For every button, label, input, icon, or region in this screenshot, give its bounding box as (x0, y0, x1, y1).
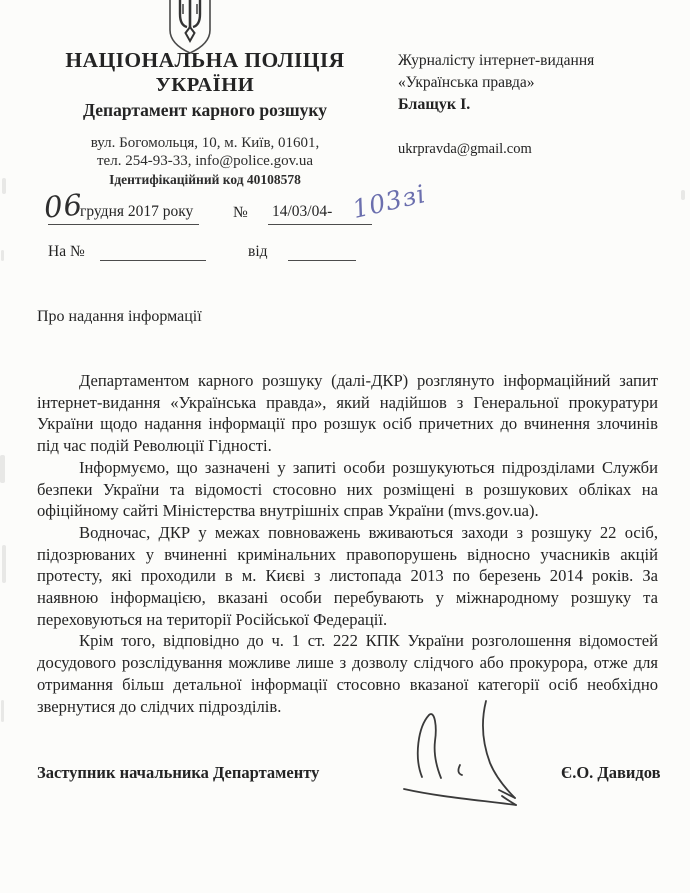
handwritten-number: 103зі (349, 179, 429, 224)
org-address-line2: тел. 254-93-33, info@police.gov.ua (97, 153, 313, 169)
paragraph-3: Водночас, ДКР у межах повноважень вживаються заходи з розшуку 22 осіб, підозрюваних у вчиненні кримінальних правопорушень відносно учасників акцій протесту, які проходили в м. Києві з листопада 2013 по березень 2014 років. За наявною інформацією, вказані особи перебувають у міжнародному розшуку та переховуються на території Російської Федерації. (37, 522, 658, 629)
handwritten-day: 06 (42, 187, 85, 225)
reply-reference-row (48, 241, 478, 265)
scan-artifact (0, 455, 5, 483)
scan-artifact (2, 545, 6, 583)
reply-number-blank (100, 241, 206, 261)
signatory-name: Є.О. Давидов (561, 763, 661, 782)
org-address (38, 134, 372, 189)
paragraph-1: Департаментом карного розшуку (далі-ДКР) розглянуто інформаційний запит інтернет-видання «Українська правда», який надійшов з Генеральної прокуратури України щодо надання інформації про розшук осіб причетних до вчинення злочинів під час подій Революції Гідності. (37, 371, 658, 456)
recipient-line2: «Українська правда» (398, 73, 535, 91)
paragraph-2: Інформуємо, що зазначені у запиті особи розшукуються підрозділами Служби безпеки України та відомості стосовно них розміщені в розшукових обліках на офіційному сайті Міністерства внутрішніх справ України (mvs.gov.ua). (37, 457, 658, 521)
letterhead (38, 48, 372, 189)
org-name-line2: УКРАЇНИ (155, 74, 255, 96)
paragraph-4: Крім того, відповідно до ч. 1 ст. 222 КПК України розголошення відомостей досудового розслідування можливе лише з дозволу слідчого або прокурора, отже для отримання більш детальної інформації стосовно вказаної категорії осіб необхідно звернутися до слідчих підрозділів. (37, 631, 658, 716)
recipient-line1: Журналісту інтернет-видання (398, 52, 595, 69)
org-department: Департамент карного розшуку (82, 100, 328, 120)
date-field (42, 187, 199, 225)
recipient-name: Блащук І. (398, 96, 471, 113)
org-name-line1: НАЦІОНАЛЬНА ПОЛІЦІЯ (65, 48, 345, 72)
subject-line: Про надання інформації (37, 308, 202, 325)
from-label: від (248, 243, 268, 260)
signature-scribble-icon (398, 697, 548, 819)
org-address-line1: вул. Богомольця, 10, м. Київ, 01601, (90, 135, 320, 151)
signatory-title: Заступник начальника Департаменту (37, 763, 320, 782)
reply-label: На № (48, 243, 85, 260)
letter-body (37, 370, 658, 717)
org-id-code: Ідентифікаційний код 40108578 (109, 172, 301, 187)
scan-artifact (1, 700, 4, 722)
scan-artifact (681, 190, 685, 200)
scan-artifact (1, 250, 4, 261)
date-text: грудня 2017 року (80, 203, 194, 220)
recipient-block (398, 50, 663, 160)
recipient-email: ukrpravda@gmail.com (398, 140, 532, 157)
document-number: 14/03/04- (268, 197, 372, 225)
from-date-blank (288, 241, 356, 261)
number-sign: № (233, 204, 248, 221)
scan-artifact (2, 178, 6, 194)
